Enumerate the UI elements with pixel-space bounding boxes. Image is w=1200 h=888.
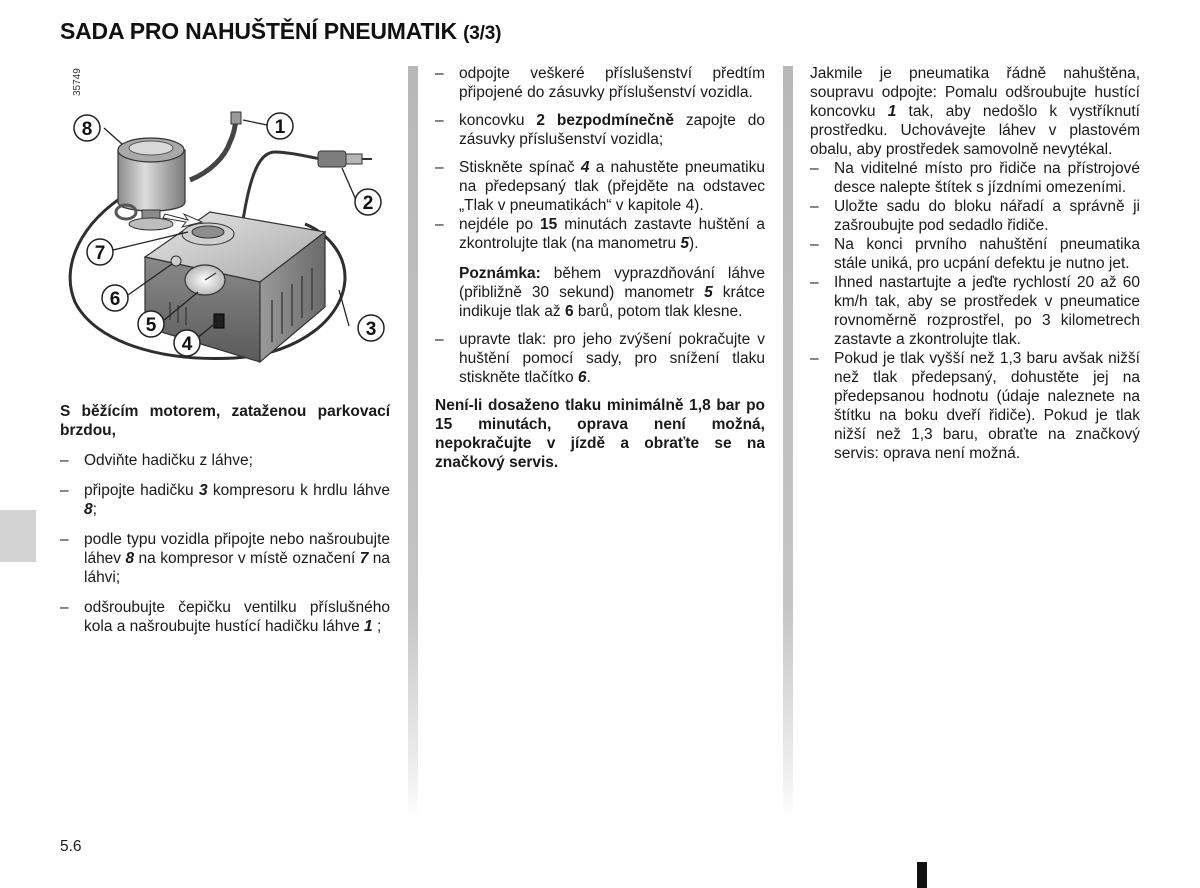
intro-text: tak, aby nedošlo k vystříknutí prostředku. Uchovávejte láhev v plastovém obalu, aby prostředek samovolně nevytékal. bbox=[810, 103, 1140, 158]
list-item bbox=[810, 235, 1140, 273]
item-text: podle typu vozidla připojte nebo našroubujte láhev bbox=[84, 531, 390, 567]
callout-7: 7 bbox=[94, 243, 106, 264]
item-text: ; bbox=[372, 618, 382, 635]
part-ref: 8 bbox=[84, 501, 93, 518]
dash-marker: – bbox=[60, 599, 69, 616]
column-right bbox=[810, 64, 1140, 463]
dash-marker: – bbox=[435, 112, 444, 129]
page-edge-mark bbox=[917, 862, 927, 888]
emphasis: 15 bbox=[540, 216, 558, 233]
compressor-body bbox=[145, 212, 325, 362]
column-middle bbox=[435, 64, 765, 472]
list-item bbox=[810, 159, 1140, 197]
item-text: Na konci prvního nahuštění pneumatika stále uniká, pro ucpání defektu je nutno jet. bbox=[834, 236, 1140, 272]
dash-marker: – bbox=[810, 350, 819, 367]
column-divider bbox=[408, 66, 418, 816]
chapter-side-tab bbox=[0, 510, 36, 562]
part-ref: 1 bbox=[364, 618, 373, 635]
callout-2: 2 bbox=[362, 193, 374, 214]
item-text: koncovku bbox=[459, 112, 537, 129]
item-text: na kompresor v místě označení bbox=[134, 550, 360, 567]
part-ref: 4 bbox=[580, 159, 590, 176]
item-text: upravte tlak: pro jeho zvýšení pokračujte v huštění pomocí sady, pro snížení tlaku stiskněte tlačítko bbox=[459, 331, 765, 386]
item-text: Pokud je tlak vyšší než 1,3 baru avšak nižší než tlak předepsaný, dohustěte jej na předepsanou hodnotu (údaje naleznete na štítku na boku dveří řidiče). Pokud je tlak nižší než 1,3 baru, obraťte na značkový servis: oprava není možná. bbox=[834, 350, 1140, 462]
part-ref: 3 bbox=[198, 482, 208, 499]
item-text: zapojte do zásuvky příslušenství vozidla; bbox=[459, 112, 765, 148]
item-text: na láhvi; bbox=[84, 550, 390, 586]
list-item bbox=[60, 481, 390, 519]
compressor-drawing bbox=[60, 62, 395, 382]
list-item bbox=[435, 330, 765, 387]
callout-5: 5 bbox=[145, 315, 157, 336]
item-text: odpojte veškeré příslušenství předtím připojené do zásuvky příslušenství vozidla. bbox=[459, 65, 765, 101]
list-item bbox=[810, 197, 1140, 235]
list-item bbox=[60, 598, 390, 636]
item-text: Stiskněte spínač bbox=[459, 159, 581, 176]
item-text: Ihned nastartujte a jeďte rychlostí 20 až 60 km/h tak, aby se prostředek v pneumatice rovnoměrně rozprostřel, po 3 kilometrech zastavte a zkontrolujte tlak. bbox=[834, 274, 1140, 348]
callout-4: 4 bbox=[181, 334, 193, 355]
dash-marker: – bbox=[810, 236, 819, 253]
dash-marker: – bbox=[60, 482, 69, 499]
list-item bbox=[60, 451, 390, 470]
intro-paragraph bbox=[810, 64, 1140, 159]
inflation-hose bbox=[190, 120, 236, 180]
item-text: Uložte sadu do bloku nářadí a správně ji zašroubujte pod sedadlo řidiče. bbox=[834, 198, 1140, 234]
list-item bbox=[435, 215, 765, 253]
power-plug bbox=[318, 151, 372, 167]
part-ref: 5 bbox=[680, 235, 690, 252]
title-text: SADA PRO NAHUŠTĚNÍ PNEUMATIK bbox=[60, 18, 457, 44]
power-switch bbox=[214, 314, 224, 328]
dash-marker: – bbox=[435, 331, 444, 348]
power-cable bbox=[242, 152, 322, 227]
deflate-button bbox=[171, 256, 181, 266]
title-part-indicator: (3/3) bbox=[463, 23, 502, 44]
list-item bbox=[810, 273, 1140, 349]
item-text: . bbox=[586, 369, 591, 386]
note-paragraph bbox=[435, 264, 765, 321]
note-text: krátce indikuje tlak až bbox=[459, 284, 765, 320]
dash-marker: – bbox=[810, 274, 819, 291]
dash-marker: – bbox=[810, 198, 819, 215]
list-item bbox=[435, 64, 765, 102]
callout-3: 3 bbox=[365, 319, 377, 340]
intro-text: Jakmile je pneumatika řádně nahuštěna, soupravu odpojte: Pomalu odšroubujte hustící koncovku bbox=[810, 65, 1140, 120]
dash-marker: – bbox=[810, 160, 819, 177]
part-ref: 6 bbox=[577, 369, 587, 386]
list-item bbox=[435, 111, 765, 149]
note-text: barů, potom tlak klesne. bbox=[573, 303, 743, 320]
item-text: ; bbox=[92, 501, 97, 518]
callout-1: 1 bbox=[274, 117, 286, 138]
item-text: kompresoru k hrdlu láhve bbox=[207, 482, 390, 499]
item-text: minutách zastavte huštění a zkontrolujte tlak (na manometru bbox=[459, 216, 765, 252]
image-code: 35749 bbox=[72, 68, 83, 96]
list-item bbox=[435, 158, 765, 215]
part-ref: 5 bbox=[704, 284, 713, 301]
dash-marker: – bbox=[435, 216, 444, 233]
dash-marker: – bbox=[60, 531, 69, 548]
dash-marker: – bbox=[60, 452, 69, 469]
dash-marker: – bbox=[435, 159, 444, 176]
item-text: Na viditelné místo pro řidiče na přístrojové desce nalepte štítek s jízdními omezeními. bbox=[834, 160, 1140, 196]
valve-connector bbox=[231, 112, 241, 124]
callout-8: 8 bbox=[81, 119, 93, 140]
item-text: odšroubujte čepičku ventilku příslušného kola a našroubujte hustící hadičku láhve bbox=[84, 599, 390, 635]
part-ref: 1 bbox=[887, 103, 897, 120]
item-text: a nahustěte pneumatiku na předepsaný tlak (přejděte na odstavec „Tlak v pneumatikách“ v kapitole 4). bbox=[459, 159, 765, 214]
warning-paragraph: Není-li dosaženo tlaku minimálně 1,8 bar po 15 minutách, oprava není možná, nepokračujte v jízdě a obraťte se na značkový servis. bbox=[435, 397, 765, 471]
part-ref: 8 bbox=[125, 550, 135, 567]
emphasis: 2 bezpodmínečně bbox=[536, 112, 675, 129]
column-divider bbox=[783, 66, 793, 816]
item-text: ). bbox=[689, 235, 699, 252]
intro-conditions: S běžícím motorem, zataženou parkovací brzdou, bbox=[60, 403, 390, 439]
list-item bbox=[60, 530, 390, 587]
page-number: 5.6 bbox=[60, 838, 82, 855]
list-item bbox=[810, 349, 1140, 463]
emphasis: 6 bbox=[564, 303, 574, 320]
note-label: Poznámka: bbox=[459, 265, 541, 282]
callout-6: 6 bbox=[109, 289, 121, 310]
note-text: během vyprazdňování láhve (přibližně 30 sekund) manometr bbox=[459, 265, 765, 301]
part-ref: 7 bbox=[359, 550, 369, 567]
column-left bbox=[60, 402, 390, 636]
compressor-illustration bbox=[60, 62, 395, 382]
item-text: připojte hadičku bbox=[84, 482, 199, 499]
item-text: nejdéle po bbox=[459, 216, 541, 233]
page-title bbox=[60, 18, 501, 45]
dash-marker: – bbox=[435, 65, 444, 82]
item-text: Odviňte hadičku z láhve; bbox=[84, 452, 253, 469]
